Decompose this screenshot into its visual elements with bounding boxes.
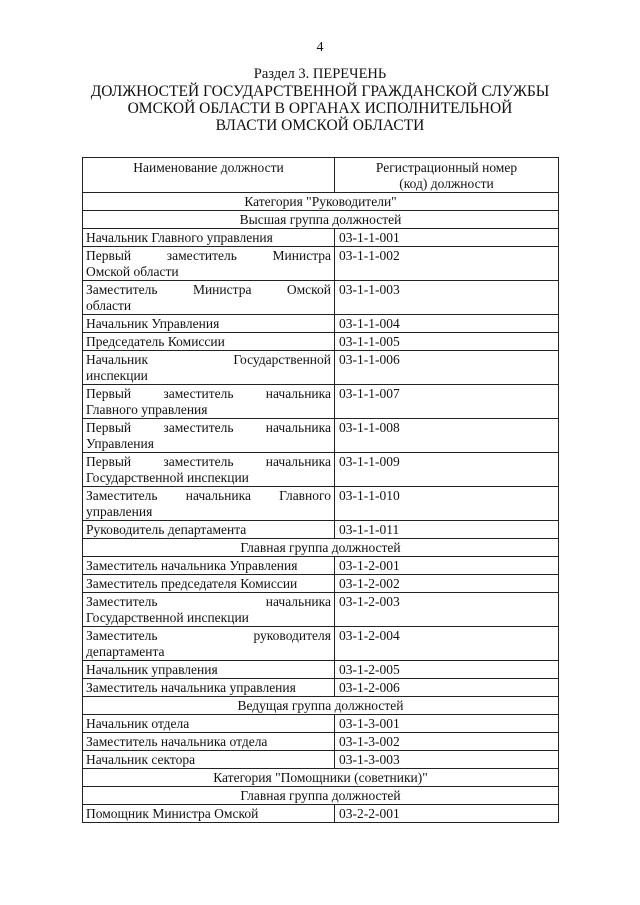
position-name	[83, 733, 335, 751]
position-name	[83, 521, 335, 539]
group-heading: Категория "Руководители"	[83, 193, 559, 211]
position-code: 03-2-2-001	[335, 805, 559, 823]
position-name	[83, 281, 335, 315]
table-row	[83, 315, 559, 333]
position-name-line: Заместитель председателя Комиссии	[86, 576, 298, 591]
position-name	[83, 715, 335, 733]
position-name-line: Начальник Главного управления	[86, 230, 273, 245]
table-group-row	[83, 697, 559, 715]
position-name-line: Заместитель начальника Главного	[86, 488, 331, 503]
title-line: ДОЛЖНОСТЕЙ ГОСУДАРСТВЕННОЙ ГРАЖДАНСКОЙ СЛУЖБЫ	[90, 83, 550, 100]
position-name-line: Первый заместитель начальника	[86, 386, 331, 401]
table-row	[83, 351, 559, 385]
position-code: 03-1-2-001	[335, 557, 559, 575]
position-code: 03-1-2-002	[335, 575, 559, 593]
table-row	[83, 385, 559, 419]
position-name-line: Первый заместитель Министра	[86, 248, 331, 263]
position-name	[83, 385, 335, 419]
position-name	[83, 229, 335, 247]
table-row	[83, 575, 559, 593]
document-heading	[0, 66, 640, 134]
table-row	[83, 229, 559, 247]
position-name-line: Государственной инспекции	[86, 610, 249, 625]
position-code: 03-1-2-006	[335, 679, 559, 697]
position-code: 03-1-1-010	[335, 487, 559, 521]
position-code: 03-1-1-001	[335, 229, 559, 247]
position-code: 03-1-1-006	[335, 351, 559, 385]
header-position-name: Наименование должности	[83, 158, 335, 193]
position-code: 03-1-1-004	[335, 315, 559, 333]
position-name-line: Заместитель начальника отдела	[86, 734, 268, 749]
table-row	[83, 333, 559, 351]
table-group-row	[83, 539, 559, 557]
position-name-line: Начальник сектора	[86, 752, 196, 767]
table-header-row	[83, 158, 559, 193]
positions-table	[82, 157, 559, 823]
table-row	[83, 557, 559, 575]
table-row	[83, 453, 559, 487]
position-name-line: Первый заместитель начальника	[86, 420, 331, 435]
group-heading: Категория "Помощники (советники)"	[83, 769, 559, 787]
title-line: ВЛАСТИ ОМСКОЙ ОБЛАСТИ	[215, 117, 425, 134]
position-name	[83, 751, 335, 769]
page-number: 4	[316, 40, 324, 55]
position-name	[83, 247, 335, 281]
table-group-row	[83, 787, 559, 805]
title-line: ОМСКОЙ ОБЛАСТИ В ОРГАНАХ ИСПОЛНИТЕЛЬНОЙ	[127, 100, 513, 117]
position-name-line: области	[86, 298, 132, 313]
position-name	[83, 593, 335, 627]
position-code: 03-1-1-003	[335, 281, 559, 315]
position-name-line: Заместитель начальника управления	[86, 680, 296, 695]
position-code: 03-1-1-008	[335, 419, 559, 453]
position-name	[83, 419, 335, 453]
table-row	[83, 679, 559, 697]
position-name	[83, 679, 335, 697]
position-name-line: Начальник Государственной	[86, 352, 331, 367]
position-name-line: Омской области	[86, 264, 179, 279]
position-name	[83, 453, 335, 487]
table-body	[83, 193, 559, 823]
position-name	[83, 487, 335, 521]
position-name	[83, 315, 335, 333]
position-code: 03-1-2-005	[335, 661, 559, 679]
position-name	[83, 627, 335, 661]
position-name-line: Заместитель начальника	[86, 594, 331, 609]
table-row	[83, 715, 559, 733]
position-name-line: управления	[86, 504, 153, 519]
position-code: 03-1-3-002	[335, 733, 559, 751]
table-row	[83, 281, 559, 315]
position-name-line: департамента	[86, 644, 165, 659]
header-registration-code	[335, 158, 559, 193]
position-code: 03-1-3-003	[335, 751, 559, 769]
position-code: 03-1-1-002	[335, 247, 559, 281]
position-name-line: Заместитель Министра Омской	[86, 282, 331, 297]
position-code: 03-1-1-007	[335, 385, 559, 419]
position-name	[83, 805, 335, 823]
position-name-line: Председатель Комиссии	[86, 334, 225, 349]
position-name-line: Начальник Управления	[86, 316, 220, 331]
position-name	[83, 575, 335, 593]
position-name-line: Первый заместитель начальника	[86, 454, 331, 469]
position-code: 03-1-2-004	[335, 627, 559, 661]
table-row	[83, 751, 559, 769]
position-name	[83, 661, 335, 679]
table-row	[83, 805, 559, 823]
table-group-row	[83, 193, 559, 211]
header-code-line: (код) должности	[399, 176, 494, 191]
position-code: 03-1-3-001	[335, 715, 559, 733]
table-row	[83, 521, 559, 539]
position-code: 03-1-1-005	[335, 333, 559, 351]
table-row	[83, 487, 559, 521]
table-row	[83, 627, 559, 661]
table-row	[83, 419, 559, 453]
position-code: 03-1-1-009	[335, 453, 559, 487]
table-group-row	[83, 769, 559, 787]
position-name-line: Начальник управления	[86, 662, 218, 677]
position-name-line: Заместитель начальника Управления	[86, 558, 298, 573]
header-code-line: Регистрационный номер	[375, 160, 518, 175]
table-row	[83, 661, 559, 679]
position-name-line: инспекции	[86, 368, 148, 383]
position-code: 03-1-2-003	[335, 593, 559, 627]
position-name-line: Главного управления	[86, 402, 208, 417]
position-name	[83, 351, 335, 385]
position-name-line: Помощник Министра Омской	[86, 806, 259, 821]
group-heading: Ведущая группа должностей	[83, 697, 559, 715]
group-heading: Главная группа должностей	[83, 539, 559, 557]
group-heading: Высшая группа должностей	[83, 211, 559, 229]
position-name-line: Заместитель руководителя	[86, 628, 331, 643]
position-name	[83, 557, 335, 575]
table-group-row	[83, 211, 559, 229]
table-row	[83, 593, 559, 627]
table-row	[83, 733, 559, 751]
position-name	[83, 333, 335, 351]
position-name-line: Управления	[86, 436, 154, 451]
section-title: Раздел 3. ПЕРЕЧЕНЬ	[253, 66, 387, 82]
position-name-line: Начальник отдела	[86, 716, 190, 731]
position-name-line: Государственной инспекции	[86, 470, 249, 485]
table-row	[83, 247, 559, 281]
group-heading: Главная группа должностей	[83, 787, 559, 805]
position-code: 03-1-1-011	[335, 521, 559, 539]
position-name-line: Руководитель департамента	[86, 522, 247, 537]
